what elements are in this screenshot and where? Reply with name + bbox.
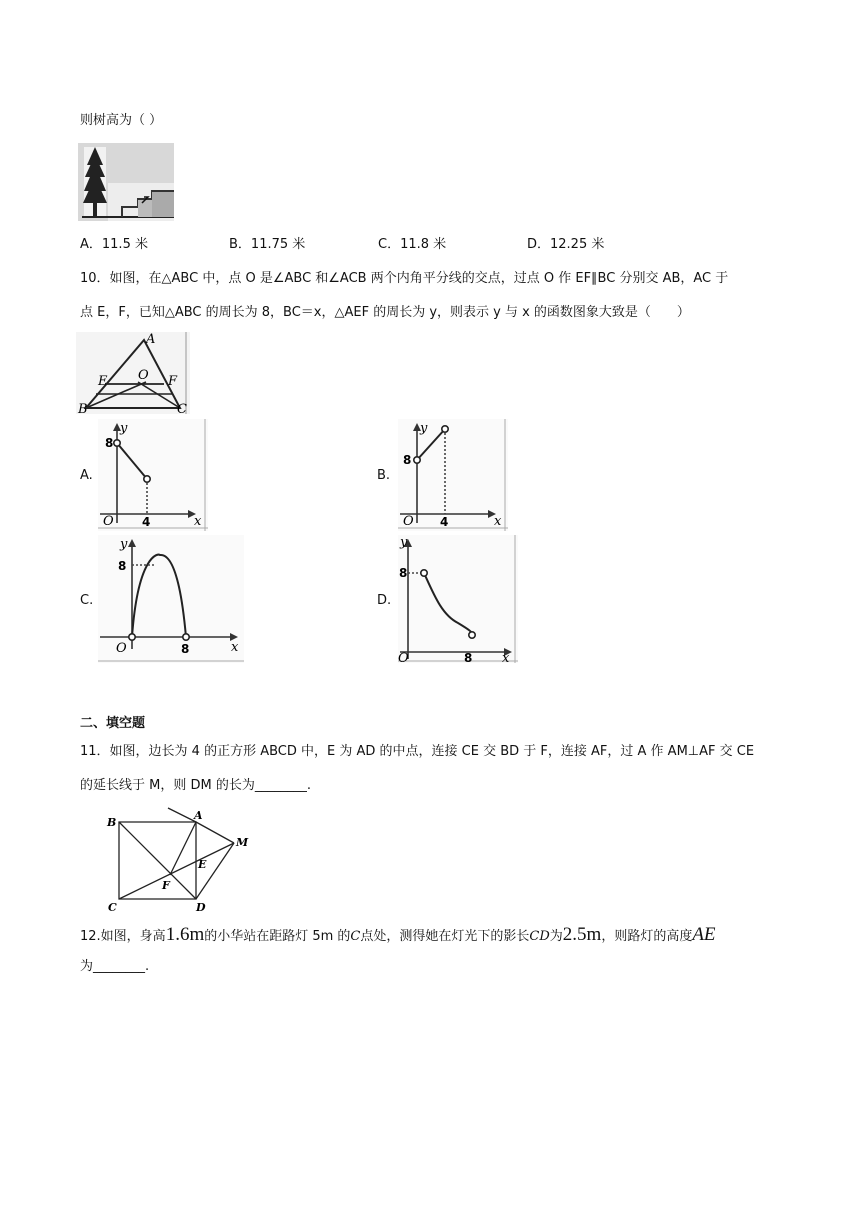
- graph-d-tick-8-x: 8: [464, 651, 473, 663]
- q12-text-part2: 的小华站在距路灯 5m 的: [204, 929, 351, 944]
- q11-label-b: B: [107, 816, 117, 829]
- q11-label-c: C: [108, 901, 117, 914]
- q11-label-m: M: [236, 836, 249, 849]
- q10-label-c: C: [177, 402, 187, 414]
- q10-label-b: B: [78, 402, 88, 414]
- graph-a-origin: O: [103, 514, 114, 529]
- q12-point-c: C: [350, 929, 361, 944]
- graph-a-tick-8: 8: [105, 436, 114, 450]
- q11-label-d: D: [196, 901, 206, 914]
- q11-text-line1: 11．如图，边长为 4 的正方形 ABCD 中，E 为 AD 的中点，连接 CE 交 BD 于 F，连接 AF，过 A 作 AM⊥AF 交 CE: [80, 744, 755, 759]
- q10-option-b-label: B.: [377, 468, 391, 483]
- graph-b-x-label: x: [494, 514, 502, 529]
- q12-text-part1: 12.如图，身高: [80, 929, 166, 944]
- q10-label-e: E: [98, 374, 108, 389]
- q12-segment-ae: AE: [692, 924, 716, 945]
- q12-shadow-value: 2.5m: [562, 924, 602, 945]
- graph-a-x-label: x: [194, 514, 202, 529]
- q9-option-d: D．12.25 米: [527, 237, 605, 252]
- q11-label-e: E: [198, 858, 207, 871]
- graph-a-tick-4: 4: [142, 515, 151, 529]
- q10-option-d-label: D.: [377, 593, 392, 608]
- q10-option-c-label: C.: [80, 593, 94, 608]
- q10-triangle-figure: [76, 332, 190, 414]
- graph-b-y-label: y: [420, 421, 428, 436]
- q10-label-a: A: [146, 332, 156, 347]
- q9-tree-figure: [78, 143, 174, 221]
- graph-d-x-label: x: [502, 651, 510, 663]
- q12-height-value: 1.6m: [165, 924, 205, 945]
- graph-b-tick-8: 8: [403, 453, 412, 467]
- q10-graph-b: [398, 419, 508, 531]
- q12-text-line2: 为________.: [80, 959, 150, 974]
- q10-label-f: F: [168, 374, 178, 389]
- graph-c-x-label: x: [231, 640, 239, 655]
- q12-segment-cd: CD: [529, 929, 550, 944]
- q9-option-a: A．11.5 米: [80, 237, 148, 252]
- q9-option-b: B．11.75 米: [229, 237, 306, 252]
- graph-c-origin: O: [116, 641, 127, 656]
- graph-c-y-label: y: [120, 537, 128, 552]
- q12-text-line1: [80, 924, 716, 948]
- q11-label-a: A: [194, 809, 203, 822]
- graph-b-origin: O: [403, 514, 414, 529]
- section-title-fill-in: 二、填空题: [80, 716, 146, 731]
- q9-question-tail: 则树高为（ ）: [80, 113, 163, 128]
- q10-text-line2: 点 E，F，已知△ABC 的周长为 8，BC＝x，△AEF 的周长为 y，则表示 y 与 x 的函数图象大致是（ ）: [80, 305, 690, 320]
- graph-a-y-label: y: [120, 421, 128, 436]
- graph-c-tick-8-x: 8: [181, 642, 190, 656]
- q10-text-line1: 10．如图，在△ABC 中，点 O 是∠ABC 和∠ACB 两个内角平分线的交点，过点 O 作 EF∥BC 分别交 AB，AC 于: [80, 271, 729, 286]
- q10-graph-d: [398, 535, 518, 663]
- q12-text-part4: 为: [549, 929, 563, 944]
- graph-b-tick-4: 4: [440, 515, 449, 529]
- q12-text-part3: 点处，测得她在灯光下的影长: [360, 929, 530, 944]
- q10-label-o: O: [138, 368, 149, 383]
- graph-c-tick-8-y: 8: [118, 559, 127, 573]
- q11-square-figure: [102, 805, 262, 915]
- q10-graph-c: [98, 535, 244, 663]
- q10-option-a-label: A.: [80, 468, 93, 483]
- graph-d-origin: O: [398, 651, 409, 663]
- q11-label-f: F: [162, 879, 170, 892]
- q12-text-part5: ，则路灯的高度: [601, 929, 693, 944]
- graph-d-y-label: y: [400, 535, 408, 550]
- q9-option-c: C．11.8 米: [378, 237, 447, 252]
- graph-d-tick-8-y: 8: [399, 566, 408, 580]
- q11-text-line2: 的延长线于 M，则 DM 的长为________.: [80, 778, 311, 793]
- q10-graph-a: [98, 419, 208, 531]
